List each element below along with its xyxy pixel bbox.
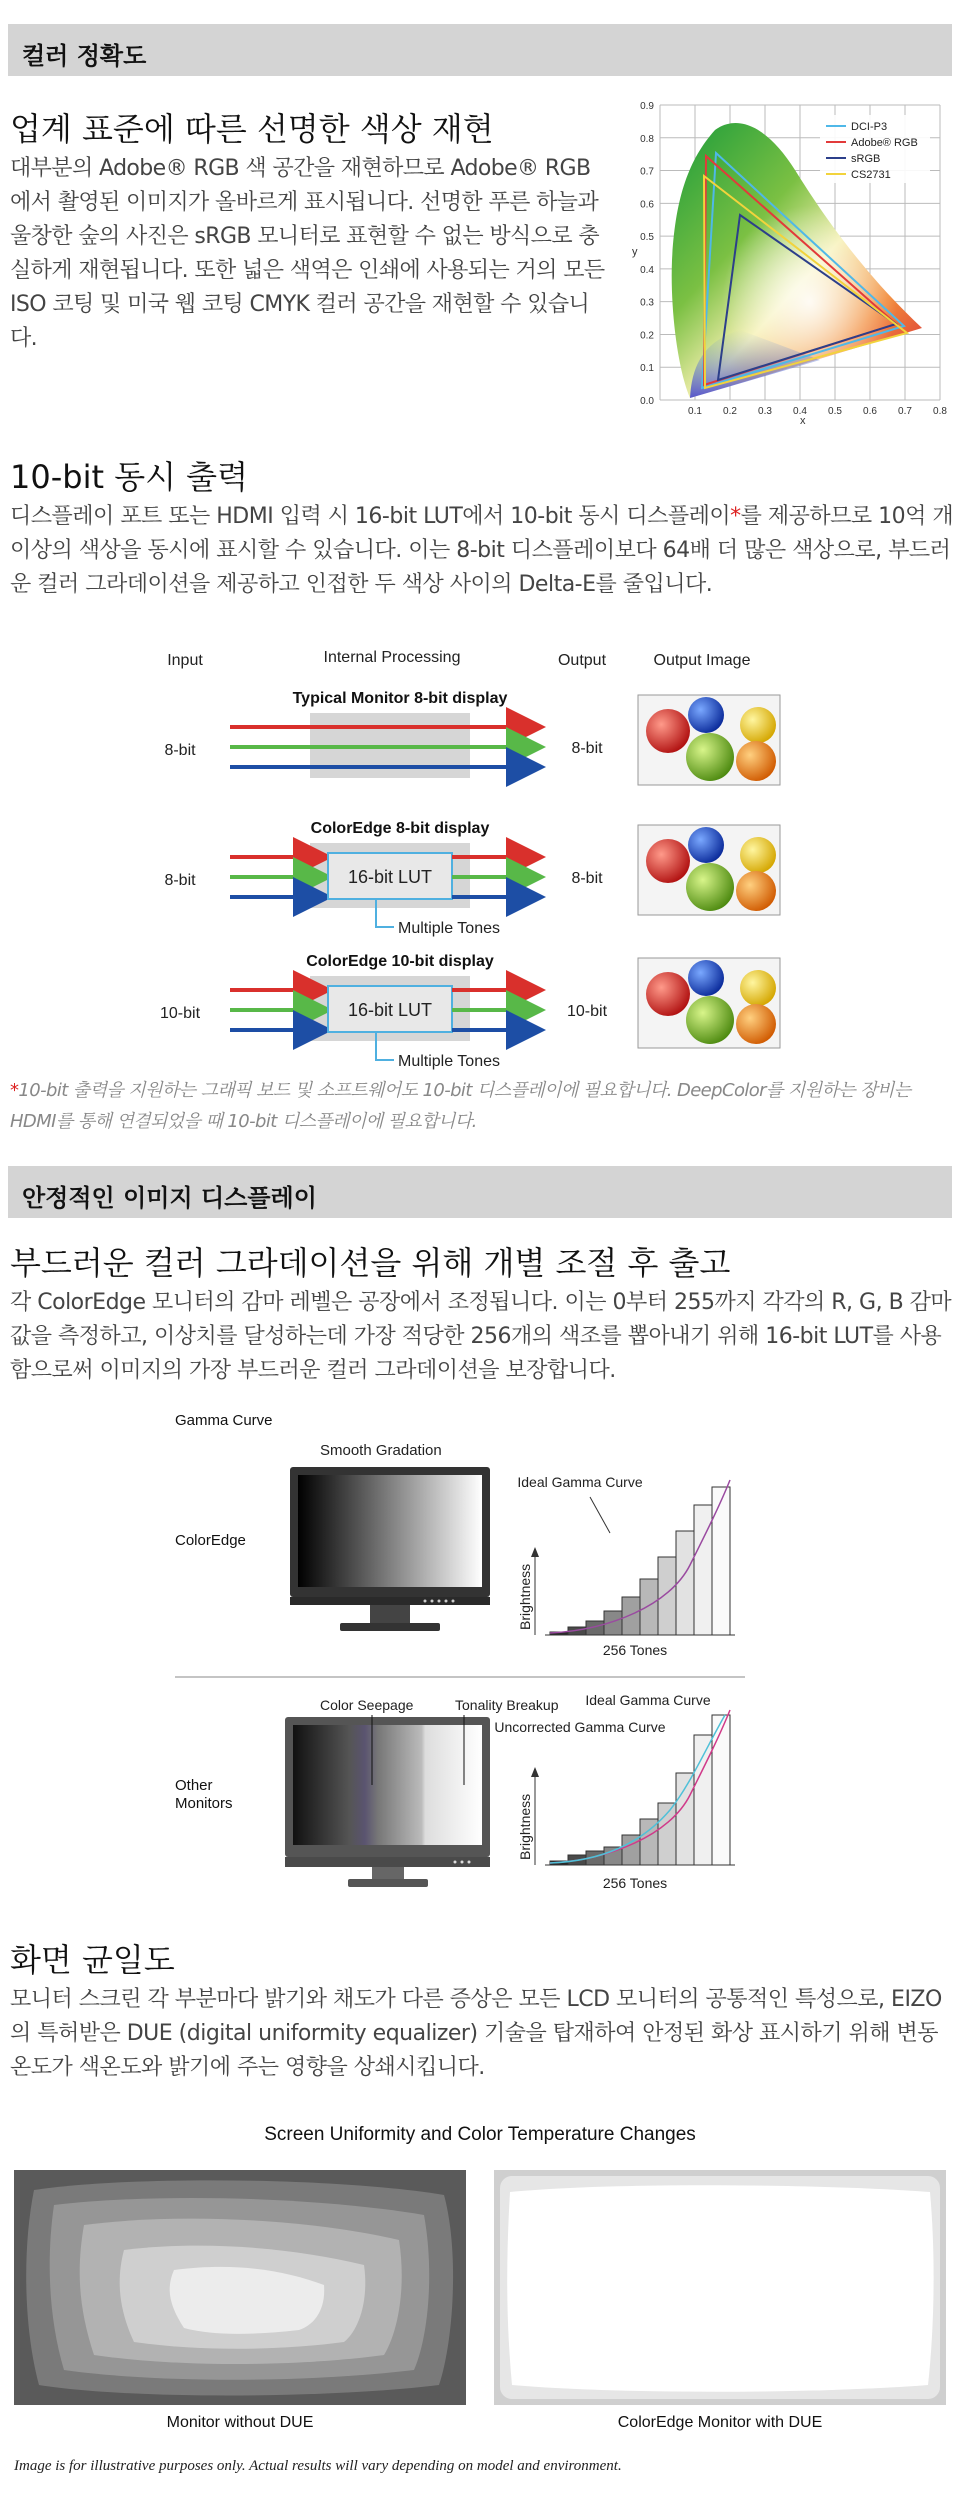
tone-bar [676,1773,694,1865]
color-seepage-label: Color Seepage [320,1697,414,1713]
bit-row-coloredge-8 [164,820,780,937]
y-tick-label: 0.7 [640,166,654,178]
gamut-legend [820,115,930,183]
uncorrected-curve-label: Uncorrected Gamma Curve [494,1719,666,1735]
x-tick-label: 0.2 [723,406,737,417]
tonality-breakup-label: Tonality Breakup [455,1697,559,1713]
x-tick-label: 0.4 [793,406,807,417]
section-band-color-accuracy [8,24,952,76]
tenbit-body-part-a: 디스플레이 포트 또는 HDMI 입력 시 16-bit LUT에서 10-bit 동시 디스플레이 [10,504,731,529]
x-tick-label: 0.8 [933,406,947,417]
y-tick-label: 0.3 [640,297,654,309]
x-tick-label: 0.1 [688,406,702,417]
header-input: Input [167,652,203,669]
row-input: 10-bit [159,1005,201,1022]
tones-label: 256 Tones [602,1642,668,1658]
tone-bar [622,1835,640,1865]
lut-label: 16-bit LUT [347,867,433,887]
x-tick-label: 0.7 [898,406,912,417]
row-input: 8-bit [164,742,196,759]
y-tick-label: 0.6 [640,199,654,211]
color-accuracy-heading: 업계 표준에 따른 선명한 색상 재현 [10,110,494,148]
uniformity-heading: 화면 균일도 [10,1941,175,1979]
section-band-title: 안정적인 이미지 디스플레이 [22,1184,317,1212]
other-tone-chart [494,1692,735,1891]
disclaimer: Image is for illustrative purposes only. Actual results will vary depending on model and environment. [14,2458,622,2474]
coloredge-monitor [290,1467,490,1631]
gamut-x-label: x [800,415,806,427]
bit-row-coloredge-10 [160,953,780,1070]
stable-heading: 부드러운 컬러 그라데이션을 위해 개별 조절 후 출고 [10,1244,731,1282]
tone-bar [712,1715,730,1865]
tenbit-body-part-b: 를 제공하므로 10억 개 이상의 색상을 동시에 표시할 수 있습니다. 이는 8-bit 디스플레이보다 64배 더 많은 색상으로, 부드러운 컬러 그라데이션을 제공하고 인접한 두 색상 사이의 Delta-E를 줄입니다. [10,504,954,597]
with-due-caption: ColorEdge Monitor with DUE [617,2414,823,2431]
tone-bar [658,1557,676,1635]
stable-body: 각 ColorEdge 모니터의 감마 레벨은 공장에서 조정됩니다. 이는 0부터 255까지 각각의 R, G, B 감마값을 측정하고, 이상치를 달성하는데 가장 적당한 256개의 색조를 뽑아내기 위해 16-bit LUT를 사용함으로써 이미지의 가장 부드러운 컬러 그라데이션을 보장합니다. [10,1290,952,1383]
smooth-gradation-label: Smooth Gradation [320,1442,442,1459]
tone-bar [640,1819,658,1865]
output-spheres-image [638,958,780,1048]
ideal-curve-label: Ideal Gamma Curve [585,1692,711,1708]
tone-bar [712,1487,730,1635]
tenbit-heading: 10-bit 동시 출력 [10,458,249,496]
bit-depth-diagram [150,640,810,1070]
section-band-stable-display [8,1166,952,1218]
tones-label: Multiple Tones [398,1053,500,1070]
row-title: Typical Monitor 8-bit display [292,690,508,707]
tones-label: 256 Tones [602,1875,668,1891]
gamma-title: Gamma Curve [175,1412,273,1429]
x-tick-label: 0.5 [828,406,842,417]
ideal-curve-label: Ideal Gamma Curve [517,1474,643,1490]
y-tick-label: 0.9 [640,101,654,112]
row-output: 10-bit [566,1003,608,1020]
coloredge-tone-chart [517,1474,735,1658]
legend-label: sRGB [851,153,881,165]
header-output-image: Output Image [653,652,751,669]
tenbit-body-asterisk: * [730,504,741,529]
y-tick-label: 0.2 [640,330,654,342]
brightness-label: Brightness [517,1563,533,1630]
uniformity-with-due-image [494,2170,946,2405]
uniformity-figure-title: Screen Uniformity and Color Temperature Changes [264,2124,696,2145]
footnote-asterisk: * [10,1080,19,1101]
bit-row-typical [164,690,780,785]
tone-bar [640,1579,658,1635]
tone-bar [676,1531,694,1635]
row-input: 8-bit [164,872,196,889]
row-output: 8-bit [571,740,603,757]
section-band-title: 컬러 정확도 [22,42,147,70]
legend-label: Adobe® RGB [851,137,918,149]
other-monitors-label-1: Other [175,1777,213,1794]
y-tick-label: 0.4 [640,264,654,276]
without-due-caption: Monitor without DUE [166,2414,314,2431]
header-processing: Internal Processing [323,649,461,666]
legend-label: DCI-P3 [851,121,888,133]
tenbit-footnote [10,1075,950,1137]
uniformity-body: 모니터 스크린 각 부분마다 밝기와 채도가 다른 증상은 모든 LCD 모니터의 공통적인 특성으로, EIZO의 특허받은 DUE (digital uniformity equalizer) 기술을 탑재하여 안정된 화상 표시하기 위해 변동 온도가 색온도와 밝기에 주는 영향을 상쇄시킵니다. [10,1987,942,2080]
y-tick-label: 0.5 [640,232,654,244]
uniformity-without-due-image [14,2170,466,2405]
y-tick-label: 0.0 [640,396,654,407]
output-spheres-image [638,695,780,785]
gamut-y-label: y [632,246,638,258]
x-tick-label: 0.3 [758,406,772,417]
output-spheres-image [638,825,780,915]
color-accuracy-body: 대부분의 Adobe® RGB 색 공간을 재현하므로 Adobe® RGB 에서 촬영된 이미지가 올바르게 표시됩니다. 선명한 푸른 하늘과 울창한 숲의 사진은 sRGB 모니터로 표현할 수 없는 방식으로 충실하게 재현됩니다. 또한 넓은 색역은 인쇄에 사용되는 거의 모든 ISO 코팅 및 미국 웹 코팅 CMYK 컬러 공간을 재현할 수 있습니다. [10,156,605,351]
lut-label: 16-bit LUT [347,1000,433,1020]
header-output: Output [557,652,607,669]
row-title: ColorEdge 10-bit display [306,953,494,970]
y-tick-label: 0.1 [640,363,654,375]
gamma-curve-diagram [170,1405,760,1905]
other-monitors-label-2: Monitors [175,1795,233,1812]
tones-label: Multiple Tones [398,920,500,937]
other-monitor [285,1715,490,1887]
gamut-chart [620,90,960,440]
row-output: 8-bit [571,870,603,887]
x-tick-label: 0.6 [863,406,877,417]
coloredge-label: ColorEdge [175,1532,246,1549]
tone-bar [622,1597,640,1635]
brightness-label: Brightness [517,1793,533,1860]
row-title: ColorEdge 8-bit display [310,820,490,837]
legend-label: CS2731 [851,169,891,181]
tenbit-body [10,500,956,602]
footnote-text: 10-bit 출력을 지원하는 그래픽 보드 및 소프트웨어도 10-bit 디스플레이에 필요합니다. DeepColor를 지원하는 장비는 HDMI를 통해 연결되었을 때 10-bit 디스플레이에 필요합니다. [10,1080,911,1132]
y-tick-label: 0.8 [640,133,654,145]
